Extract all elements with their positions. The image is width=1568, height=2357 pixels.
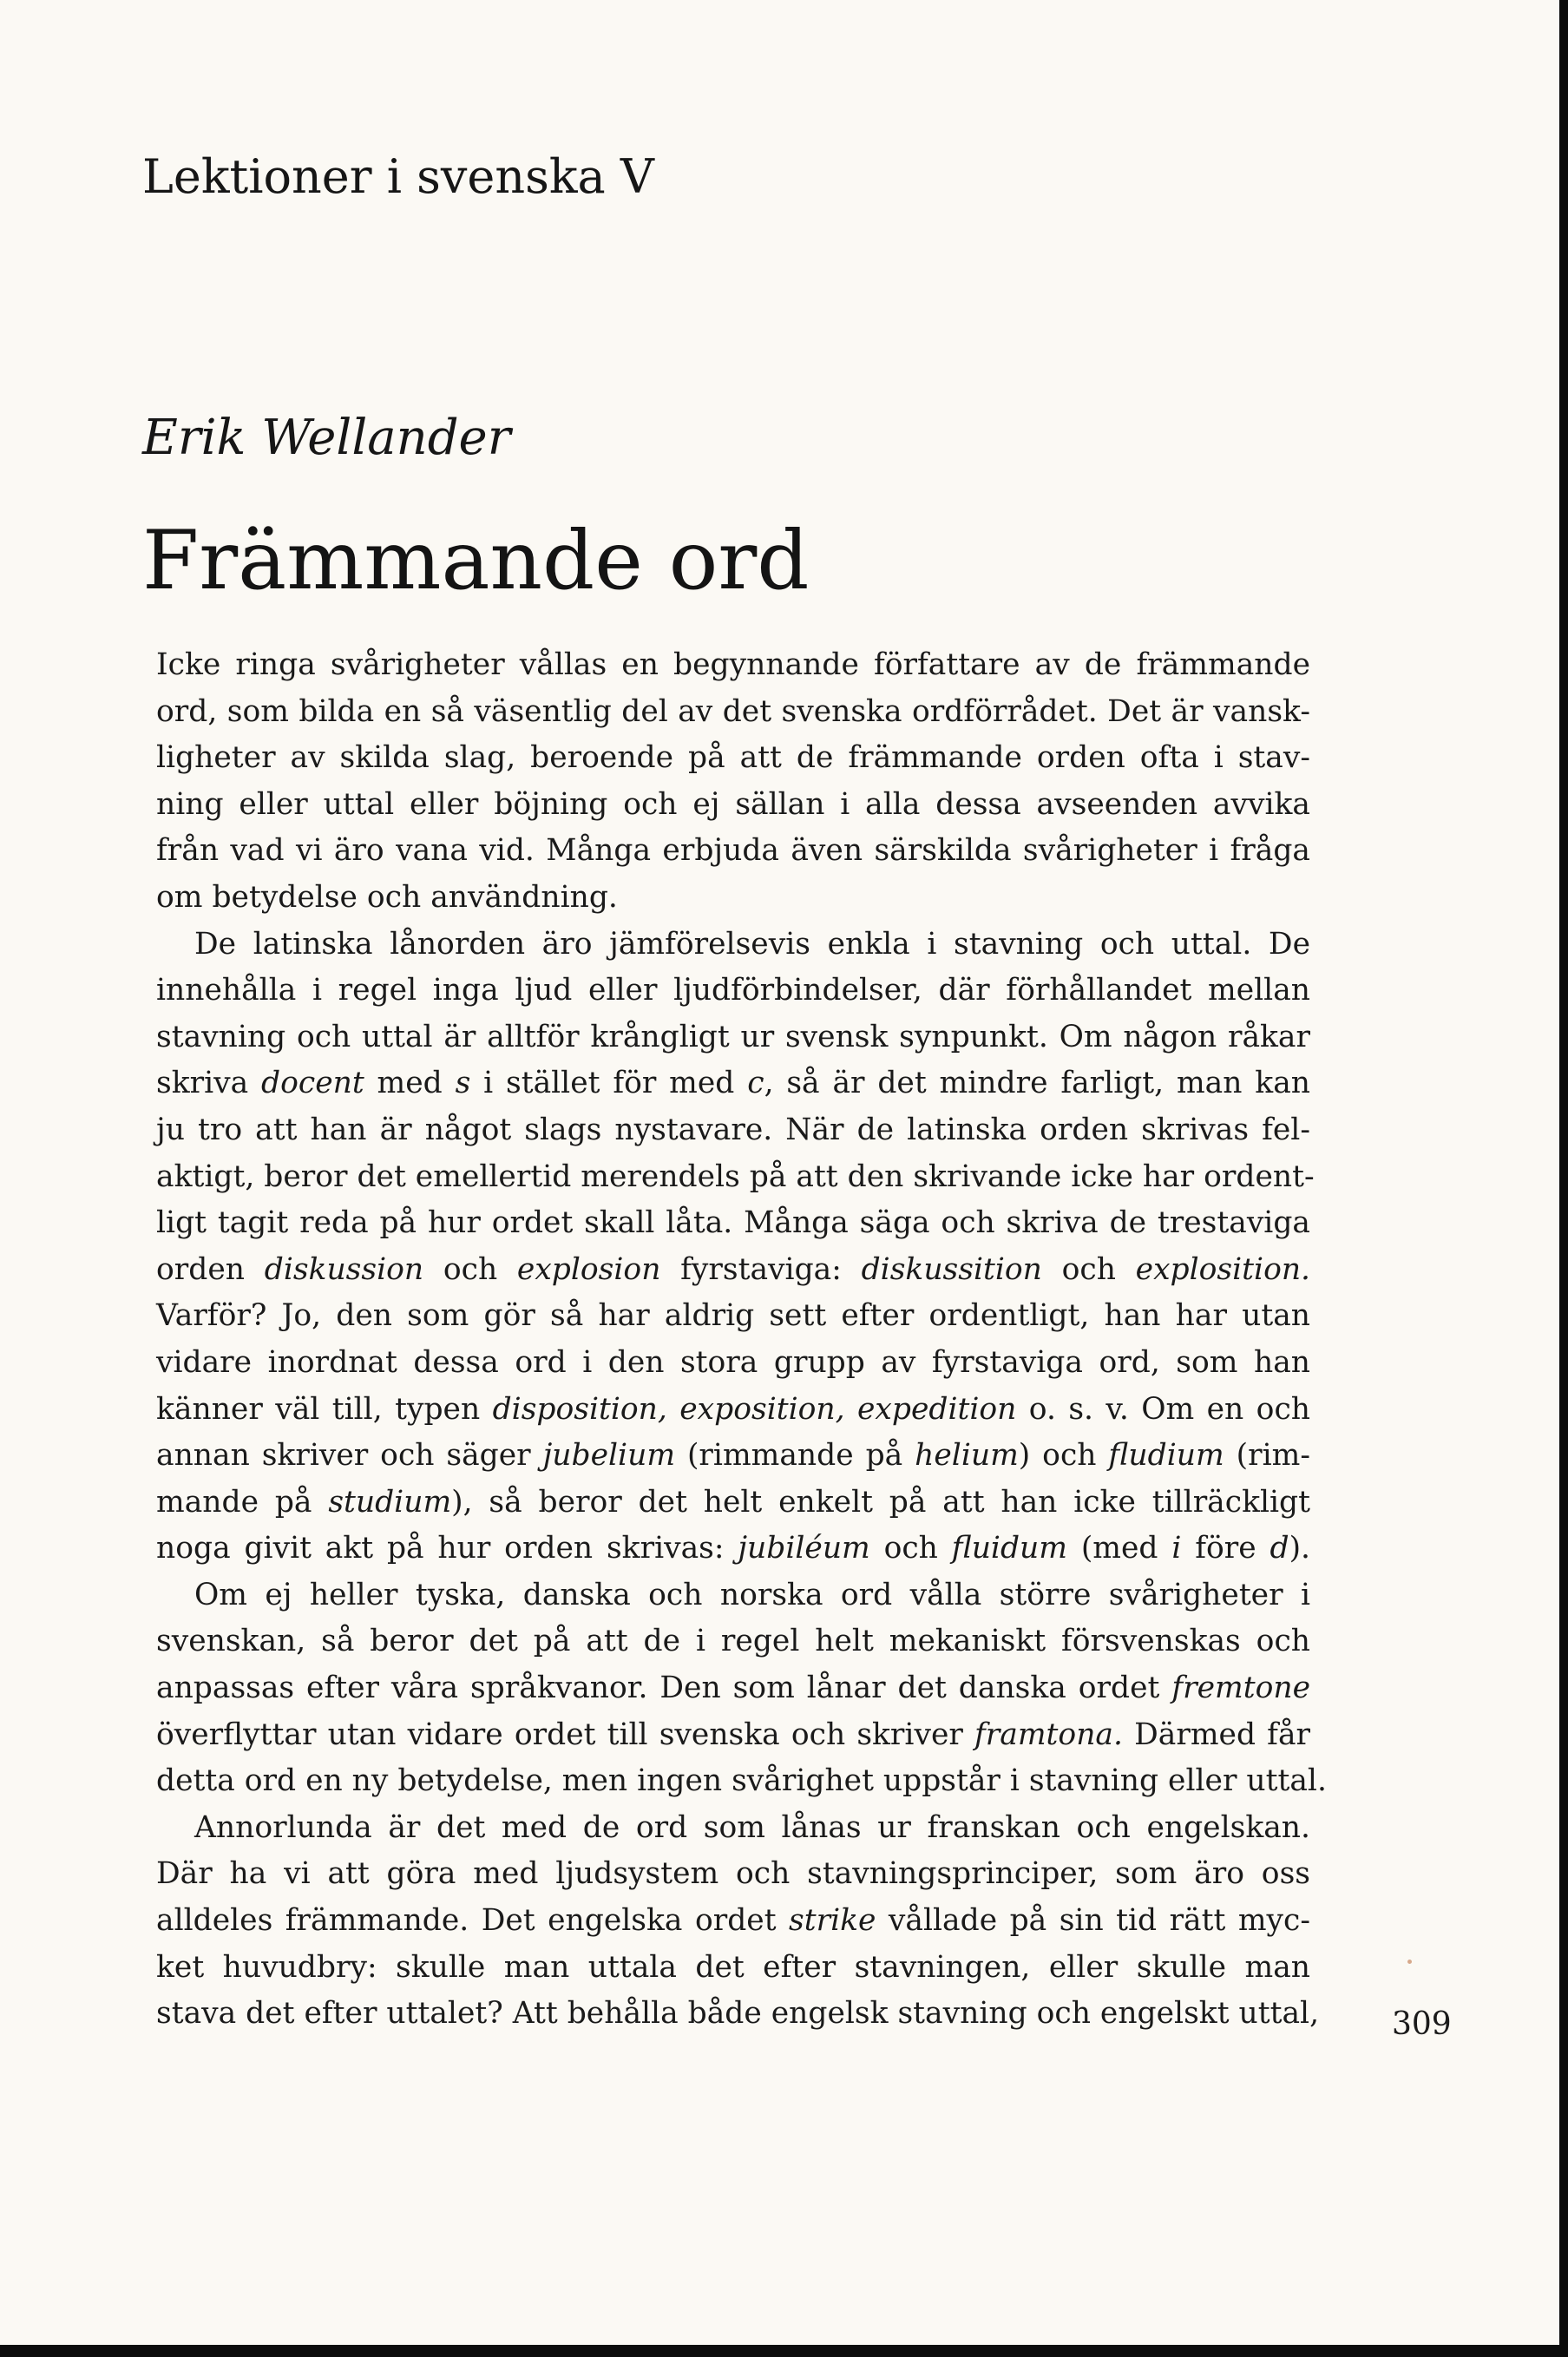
text-line: från vad vi äro vana vid. Många erbjuda även särskilda svårigheter i fråga (156, 833, 1310, 869)
text-line: överflyttar utan vidare ordet till svenska och skriver framtona. Därmed får (156, 1717, 1311, 1752)
text-line: aktigt, beror det emellertid merendels på att den skrivande icke har ordent- (156, 1159, 1315, 1194)
text-line: anpassas efter våra språkvanor. Den som lånar det danska ordet fremtone (156, 1671, 1310, 1706)
text-line: skriva docent med s i stället för med c, så är det mindre farligt, man kan (156, 1066, 1310, 1101)
text-line: alldeles främmande. Det engelska ordet strike vållade på sin tid rätt myc- (156, 1903, 1310, 1939)
text-line: innehålla i regel inga ljud eller ljudförbindelser, där förhållandet mellan (156, 973, 1310, 1008)
text-line: ju tro att han är något slags nystavare. När de latinska orden skrivas fel- (156, 1112, 1310, 1147)
text-line: vidare inordnat dessa ord i den stora grupp av fyrstaviga ord, som han (156, 1344, 1310, 1380)
text-line: ord, som bilda en så väsentlig del av det svenska ordförrådet. Det är vansk- (156, 693, 1310, 729)
text-line: noga givit akt på hur orden skrivas: jubiléum och fluidum (med i före d). (156, 1531, 1310, 1566)
text-line: mande på studium), så beror det helt enkelt på att han icke tillräckligt (156, 1484, 1310, 1520)
text-line: ning eller uttal eller böjning och ej sällan i alla dessa avseenden avvika (156, 786, 1310, 822)
author-name: Erik Wellander (142, 410, 511, 466)
text-line: svenskan, så beror det på att de i regel helt mekaniskt försvenskas och (156, 1624, 1310, 1659)
text-line: känner väl till, typen disposition, exposition, expedition o. s. v. Om en och (156, 1391, 1310, 1427)
text-line: ligheter av skilda slag, beroende på att de främmande orden ofta i stav- (156, 740, 1310, 776)
article-body (156, 642, 1327, 2038)
page-number: 309 (1392, 2006, 1452, 2042)
text-line: De latinska lånorden äro jämförelsevis enkla i stavning och uttal. De (194, 926, 1310, 962)
text-line: Där ha vi att göra med ljudsystem och stavningsprinciper, som äro oss (156, 1856, 1310, 1892)
text-line: Varför? Jo, den som gör så har aldrig sett efter ordentligt, han har utan (156, 1298, 1310, 1334)
text-line: Annorlunda är det med de ord som lånas ur franskan och engelskan. (194, 1809, 1310, 1845)
margin-dot (1407, 1960, 1412, 1964)
text-line: stava det efter uttalet? Att behålla både engelsk stavning och engelskt uttal, (156, 1996, 1320, 2032)
text-line: stavning och uttal är alltför krångligt ur svensk synpunkt. Om någon råkar (156, 1019, 1310, 1054)
text-line: annan skriver och säger jubelium (rimmande på helium) och fludium (rim- (156, 1438, 1310, 1474)
text-line: detta ord en ny betydelse, men ingen svårighet uppstår i stavning eller uttal. (156, 1763, 1327, 1799)
text-line: ket huvudbry: skulle man uttala det efter stavningen, eller skulle man (156, 1949, 1310, 1985)
article-title: Främmande ord (142, 514, 810, 608)
text-line: orden diskussion och explosion fyrstaviga: diskussition och explosition. (156, 1251, 1311, 1287)
text-line: om betydelse och användning. (156, 879, 618, 915)
series-title: Lektioner i svenska V (142, 149, 654, 204)
text-line: ligt tagit reda på hur ordet skall låta. Många säga och skriva de trestaviga (156, 1205, 1310, 1241)
text-line: Om ej heller tyska, danska och norska ord vålla större svårigheter i (194, 1577, 1310, 1612)
text-line: Icke ringa svårigheter vållas en begynnande författare av de främmande (156, 647, 1310, 682)
